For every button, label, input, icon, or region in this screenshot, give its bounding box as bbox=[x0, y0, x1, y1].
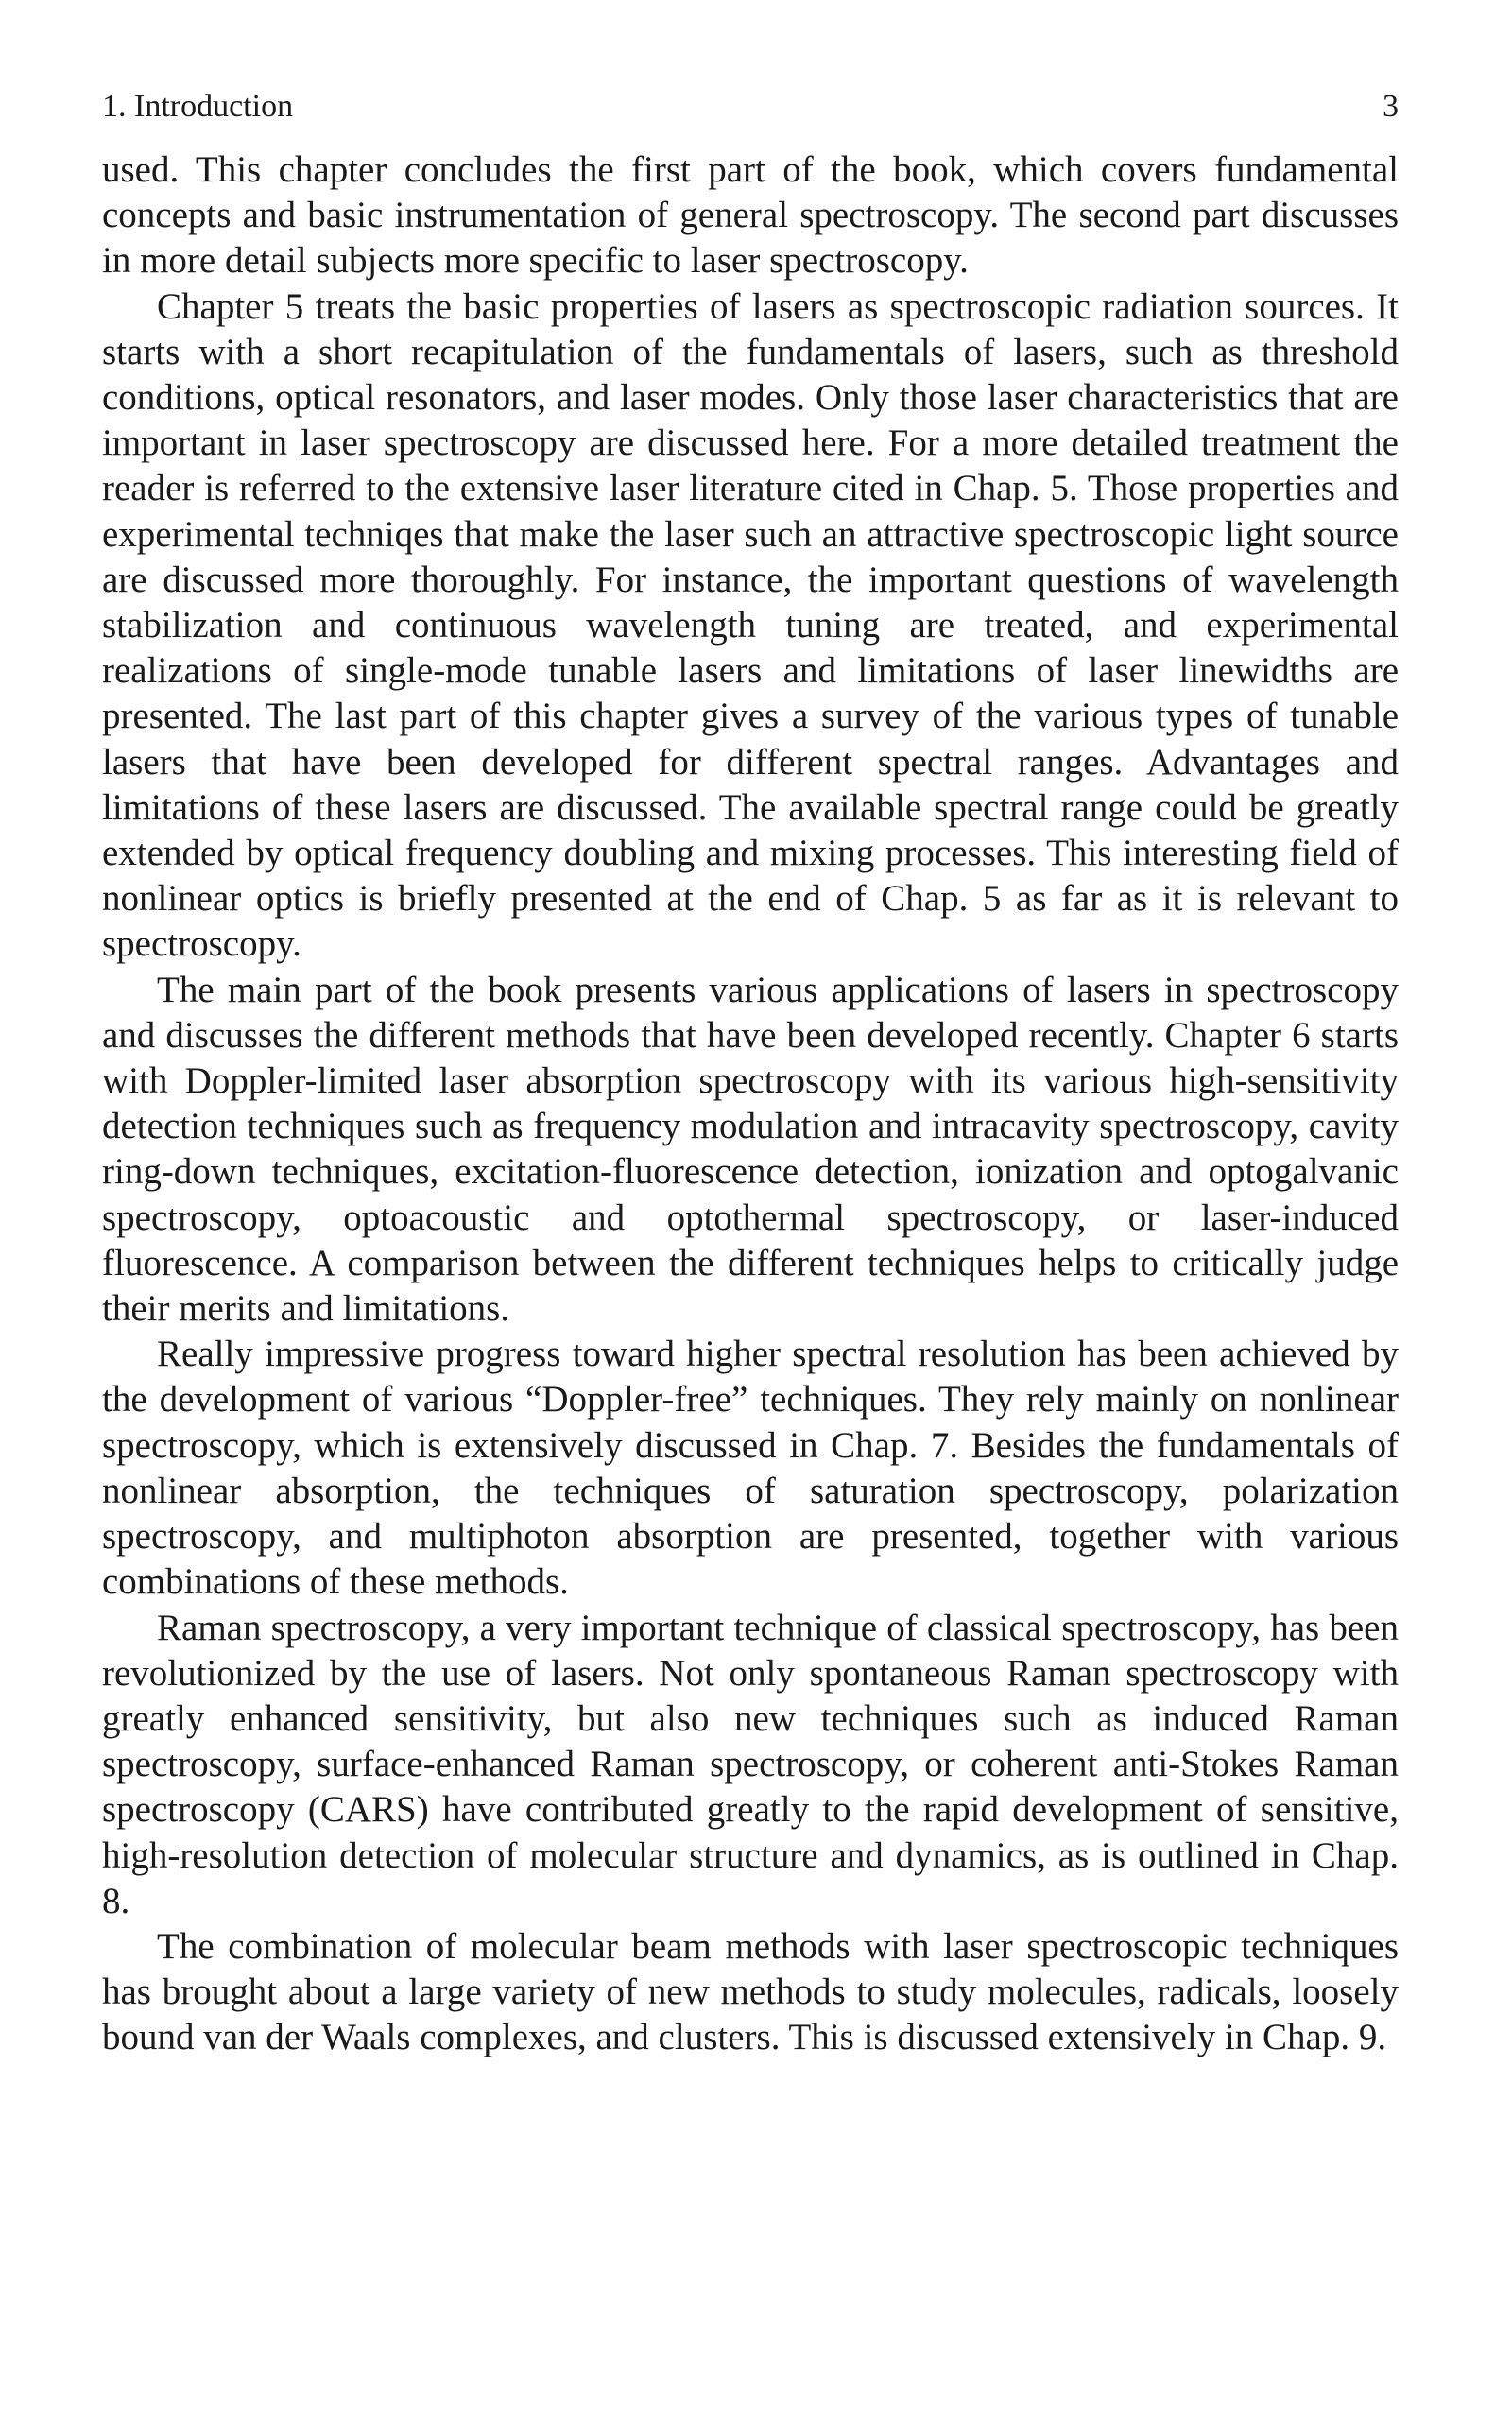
page-number: 3 bbox=[1383, 89, 1399, 124]
running-head bbox=[102, 83, 1399, 130]
paragraph-continuation: used. This chapter concludes the first part of the book, which covers fundamental concepts and basic instrumentation of general spectroscopy. The second part discusses in more detail subjects more specific to laser spectroscopy. bbox=[102, 149, 1399, 282]
paragraph-applications: The main part of the book presents various applications of lasers in spectroscopy and discusses the different methods that have been developed recently. Chapter 6 starts with Doppler-limited laser absorption spectroscopy with its various high-sensitivity detection techniques such as frequency modulation and intracavity spectroscopy, cavity ring-down techniques, excitation-fluorescence detection, ionization and optogalvanic spectroscopy, optoacoustic and optothermal spectroscopy, or laser-induced fluorescence. A comparison between the different techniques helps to critically judge their merits and limitations. bbox=[102, 969, 1399, 1330]
chapter-title: 1. Introduction bbox=[102, 89, 294, 124]
paragraph-molecular-beam: The combination of molecular beam methods with laser spectroscopic techniques has brought about a large variety of new methods to study molecules, radicals, loosely bound van der Waals complexes, and clusters. This is discussed extensively in Chap. 9. bbox=[102, 1925, 1399, 2058]
body-text bbox=[102, 147, 1399, 2061]
paragraph-laser-properties: Chapter 5 treats the basic properties of lasers as spectroscopic radiation sources. It starts with a short recapitulation of the fundamentals of lasers, such as threshold conditions, optical resonators, and laser modes. Only those laser characteristics that are important in laser spectroscopy are discussed here. For a more detailed treatment the reader is referred to the extensive laser literature cited in Chap. 5. Those properties and experimental techniqes that make the laser such an attractive spectroscopic light source are discussed more thoroughly. For instance, the important questions of wavelength stabilization and continuous wavelength tuning are treated, and experimental realizations of single-mode tunable lasers and limitations of laser linewidths are presented. The last part of this chapter gives a survey of the various types of tunable lasers that have been developed for different spectral ranges. Advantages and limitations of these lasers are discussed. The available spectral range could be greatly extended by optical frequency doubling and mixing processes. This interesting field of nonlinear optics is briefly presented at the end of Chap. 5 as far as it is relevant to spectroscopy. bbox=[102, 285, 1399, 965]
paragraph-raman: Raman spectroscopy, a very important technique of classical spectroscopy, has been revolutionized by the use of lasers. Not only spontaneous Raman spectroscopy with greatly enhanced sensitivity, but also new techniques such as induced Raman spectroscopy, surface-enhanced Raman spectroscopy, or coherent anti-Stokes Raman spectroscopy (CARS) have contributed greatly to the rapid development of sensitive, high-resolution detection of molecular structure and dynamics, as is outlined in Chap. 8. bbox=[102, 1607, 1399, 1921]
paragraph-doppler-free: Really impressive progress toward higher spectral resolution has been achieved by the development of various “Doppler-free” techniques. They rely mainly on nonlinear spectroscopy, which is extensively discussed in Chap. 7. Besides the fundamentals of nonlinear absorption, the techniques of saturation spectroscopy, polarization spectroscopy, and multiphoton absorption are presented, together with various combinations of these methods. bbox=[102, 1334, 1399, 1603]
